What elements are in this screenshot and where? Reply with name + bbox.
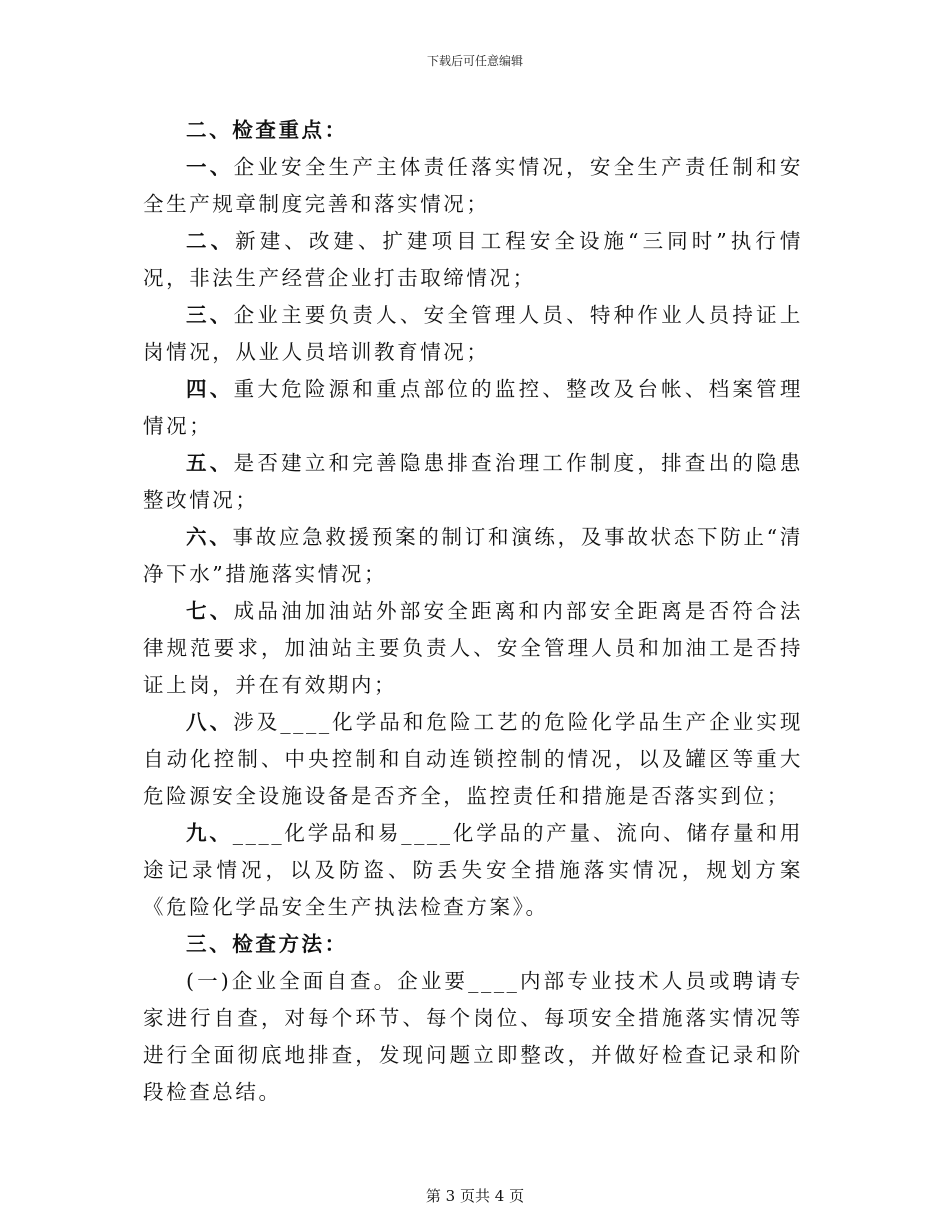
item-number: 三、 xyxy=(186,303,234,327)
list-item xyxy=(143,704,803,815)
list-item xyxy=(143,371,803,445)
item-number: 七、 xyxy=(186,599,234,623)
item-text: 是否建立和完善隐患排查治理工作制度，排查出的隐患整改情况； xyxy=(143,451,803,512)
item-number: 八、 xyxy=(186,710,234,734)
section-heading-inspection-focus: 二、检查重点： xyxy=(186,118,348,142)
item-number: 六、 xyxy=(186,525,233,549)
list-item xyxy=(143,815,803,926)
list-item xyxy=(143,297,803,371)
item-number: 九、 xyxy=(186,821,233,845)
item-text: 新建、改建、扩建项目工程安全设施“三同时”执行情况，非法生产经营企业打击取缔情况； xyxy=(143,229,804,290)
item-number: 二、 xyxy=(186,229,236,253)
item-number: 四、 xyxy=(186,377,234,401)
item-text: ____化学品和易____化学品的产量、流向、储存量和用途记录情况，以及防盗、防丢失安全措施落实情况，规划方案《危险化学品安全生产执法检查方案》。 xyxy=(143,821,803,919)
list-item xyxy=(143,149,803,223)
method-paragraph: (一)企业全面自查。企业要____内部专业技术人员或聘请专家进行自查，对每个环节、每个岗位、每项安全措施落实情况等进行全面彻底地排查，发现问题立即整改，并做好检查记录和阶段检查总结。 xyxy=(143,969,803,1104)
item-text: 事故应急救援预案的制订和演练，及事故状态下防止“清净下水”措施落实情况； xyxy=(143,525,803,586)
item-number: 五、 xyxy=(186,451,234,475)
item-number: 一、 xyxy=(186,155,234,179)
item-text: 成品油加油站外部安全距离和内部安全距离是否符合法律规范要求，加油站主要负责人、安全管理人员和加油工是否持证上岗，并在有效期内； xyxy=(143,599,803,697)
list-item xyxy=(143,223,803,297)
header-note: 下载后可任意编辑 xyxy=(426,54,523,68)
section-heading-inspection-method: 三、检查方法： xyxy=(186,932,348,956)
document-body xyxy=(143,112,803,1111)
item-text: 企业安全生产主体责任落实情况，安全生产责任制和安全生产规章制度完善和落实情况； xyxy=(143,155,803,216)
list-item xyxy=(143,445,803,519)
list-item xyxy=(143,593,803,704)
item-text: 涉及____化学品和危险工艺的危险化学品生产企业实现自动化控制、中央控制和自动连锁控制的情况，以及罐区等重大危险源安全设施设备是否齐全，监控责任和措施是否落实到位； xyxy=(143,710,803,808)
item-text: 企业主要负责人、安全管理人员、特种作业人员持证上岗情况，从业人员培训教育情况； xyxy=(143,303,803,364)
list-item xyxy=(143,519,803,593)
item-text: 重大危险源和重点部位的监控、整改及台帐、档案管理情况； xyxy=(143,377,803,438)
page-number: 第 3 页共 4 页 xyxy=(425,1187,525,1205)
